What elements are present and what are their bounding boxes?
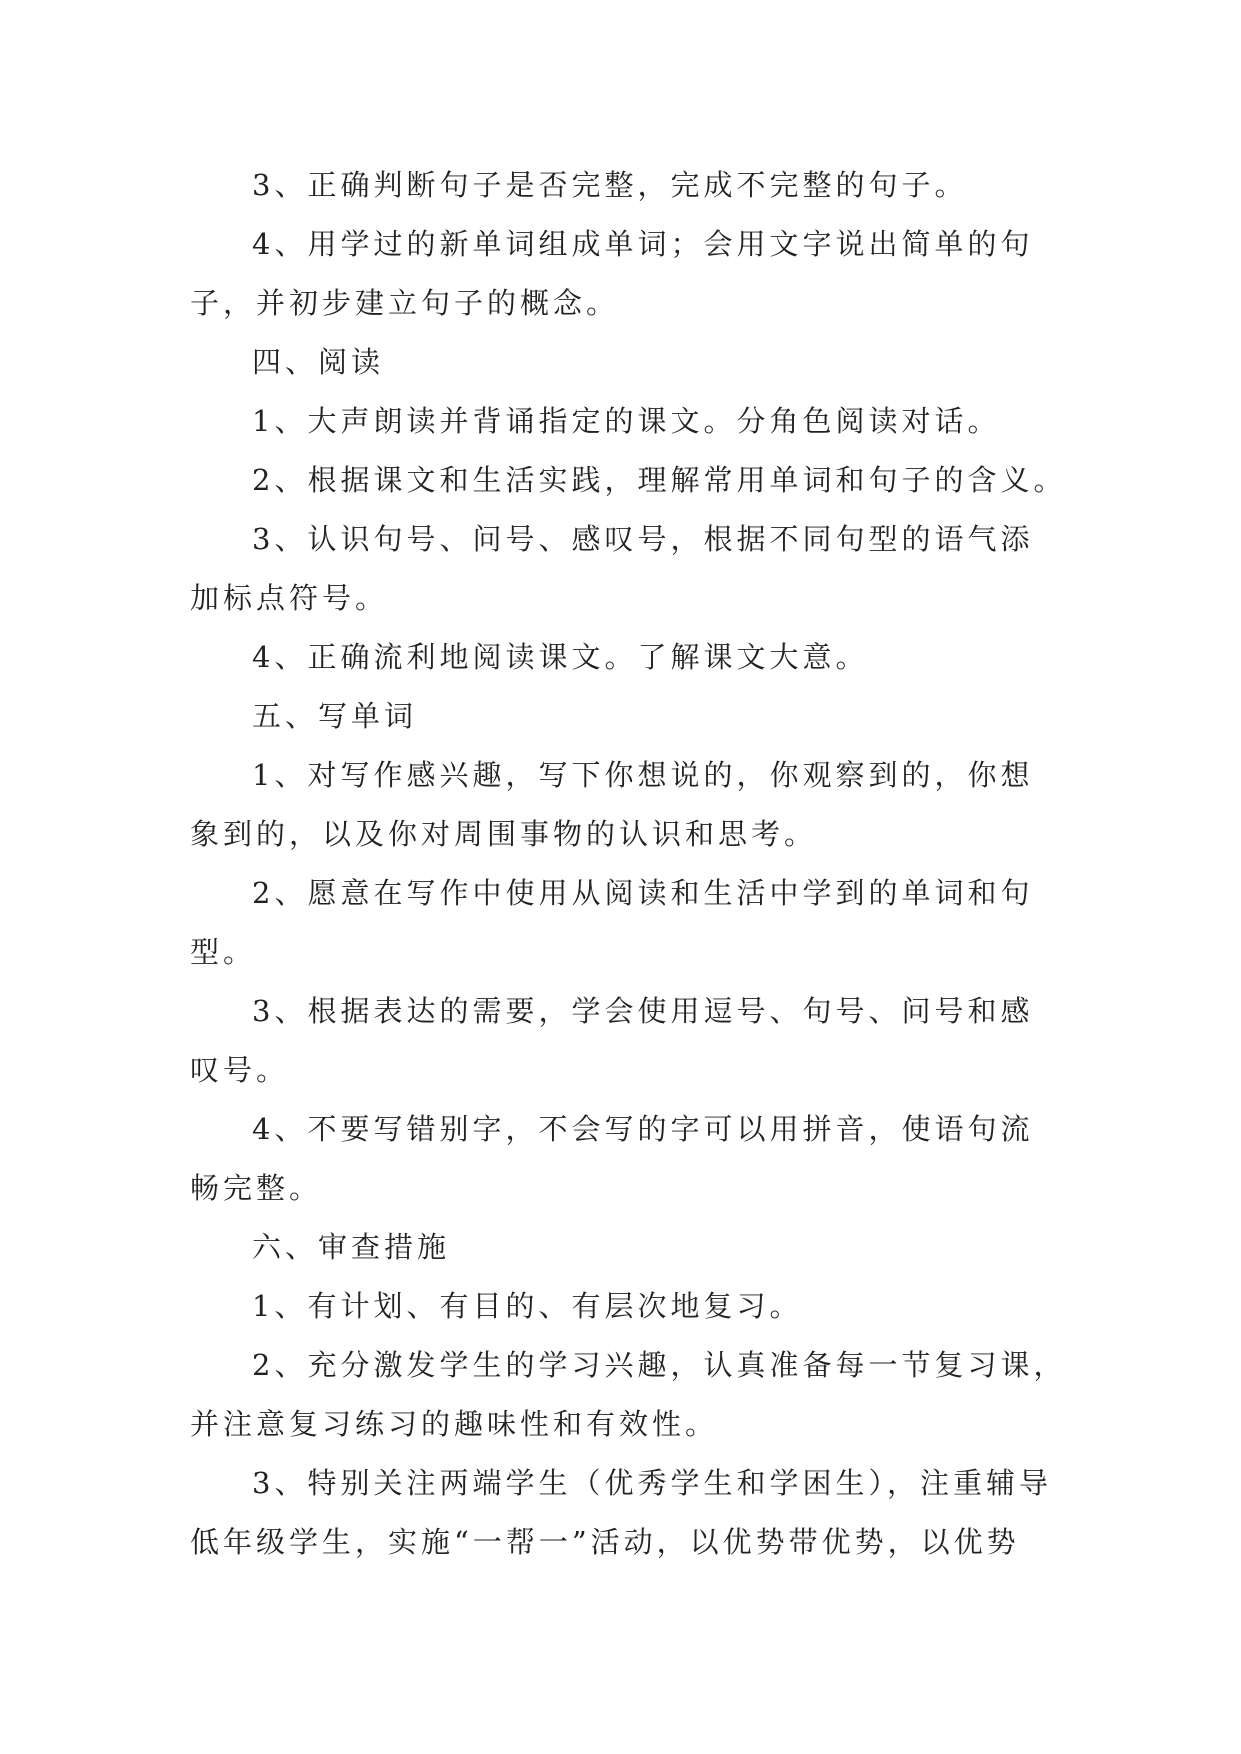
paragraph-line: 2、根据课文和生活实践，理解常用单词和句子的含义。 — [252, 463, 1067, 497]
paragraph-line: 1、大声朗读并背诵指定的课文。分角色阅读对话。 — [252, 404, 1001, 438]
section-heading: 五、写单词 — [252, 699, 418, 733]
section-heading: 六、审查措施 — [252, 1230, 451, 1264]
paragraph-line: 并注意复习练习的趣味性和有效性。 — [190, 1407, 719, 1441]
paragraph-line: 加标点符号。 — [190, 581, 389, 615]
paragraph-line: 4、用学过的新单词组成单词；会用文字说出简单的句 — [252, 227, 1034, 261]
paragraph-line: 2、愿意在写作中使用从阅读和生活中学到的单词和句 — [252, 876, 1034, 910]
paragraph-line: 子，并初步建立句子的概念。 — [190, 286, 620, 320]
paragraph-line: 4、正确流利地阅读课文。了解课文大意。 — [252, 640, 869, 674]
paragraph-line: 1、有计划、有目的、有层次地复习。 — [252, 1289, 803, 1323]
paragraph-line: 1、对写作感兴趣，写下你想说的，你观察到的，你想 — [252, 758, 1034, 792]
paragraph-line: 畅完整。 — [190, 1171, 323, 1205]
paragraph-line: 2、充分激发学生的学习兴趣，认真准备每一节复习课， — [252, 1348, 1067, 1382]
paragraph-line: 象到的，以及你对周围事物的认识和思考。 — [190, 817, 818, 851]
paragraph-line: 型。 — [190, 935, 257, 969]
paragraph-line: 低年级学生，实施“一帮一”活动，以优势带优势，以优势 — [190, 1525, 1020, 1559]
section-heading: 四、阅读 — [252, 345, 385, 379]
paragraph-line: 叹号。 — [190, 1053, 290, 1087]
paragraph-line: 3、正确判断句子是否完整，完成不完整的句子。 — [252, 168, 968, 202]
paragraph-line: 3、根据表达的需要，学会使用逗号、句号、问号和感 — [252, 994, 1034, 1028]
paragraph-line: 3、特别关注两端学生（优秀学生和学困生），注重辅导 — [252, 1466, 1052, 1500]
paragraph-line: 4、不要写错别字，不会写的字可以用拼音，使语句流 — [252, 1112, 1034, 1146]
paragraph-line: 3、认识句号、问号、感叹号，根据不同句型的语气添 — [252, 522, 1034, 556]
